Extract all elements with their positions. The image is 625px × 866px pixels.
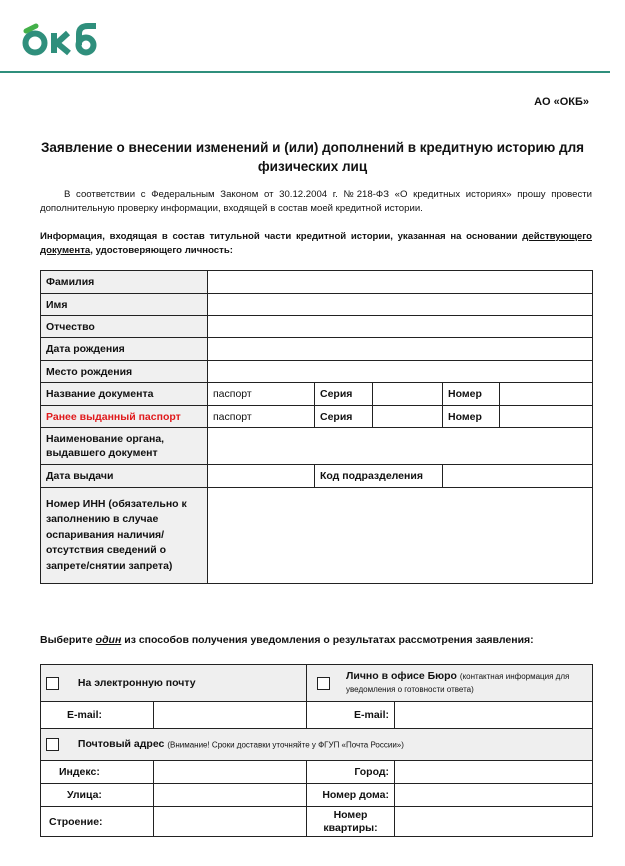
surname-field[interactable] (208, 271, 593, 294)
street-label: Улица: (41, 784, 154, 807)
birth-place-label: Место рождения (41, 361, 208, 383)
building-field[interactable] (154, 807, 307, 837)
series-field[interactable] (373, 383, 443, 406)
inn-field[interactable] (208, 488, 593, 584)
office-option-note: (контактная информация для уведомления о готовности ответа) (346, 672, 570, 694)
birth-date-label: Дата рождения (41, 338, 208, 361)
issuer-label: Наименование органа, выдавшего документ (41, 428, 208, 465)
post-option-checkbox[interactable] (46, 738, 59, 751)
series-label: Серия (315, 383, 373, 406)
info-heading-start: Информация, входящая в состав титульной части кредитной истории, указанная на основании (40, 231, 523, 242)
email-option-checkbox[interactable] (46, 677, 59, 690)
patronymic-field[interactable] (208, 316, 593, 338)
issuer-field[interactable] (208, 428, 593, 465)
email-option[interactable] (41, 665, 307, 702)
okb-logo-icon (22, 22, 106, 58)
index-label: Индекс: (41, 761, 154, 784)
intro-paragraph: В соответствии с Федеральным Законом от 30.12.2004 г. №218-ФЗ «О кредитных историях» прошу провести дополнительную проверку информации, входящей в состав моей кредитной истории. (40, 189, 592, 214)
division-code-field[interactable] (443, 465, 593, 488)
name-field[interactable] (208, 294, 593, 316)
office-option[interactable] (307, 665, 593, 702)
prev-number-field[interactable] (500, 406, 593, 428)
document-title: Заявление о внесении изменений и (или) дополнений в кредитную историю для физических лиц (40, 140, 585, 174)
issue-date-field[interactable] (208, 465, 315, 488)
post-option-note: (Внимание! Сроки доставки уточняйте у ФГУП «Почта России») (167, 740, 404, 750)
post-option[interactable] (41, 729, 593, 761)
surname-label: Фамилия (41, 271, 208, 294)
prev-series-field[interactable] (373, 406, 443, 428)
building-label: Строение: (41, 807, 154, 837)
choose-end: из способов получения уведомления о результатах рассмотрения заявления: (121, 634, 534, 646)
index-field[interactable] (154, 761, 307, 784)
identity-table (40, 270, 593, 584)
email-field[interactable] (154, 702, 307, 729)
doc-name-value: паспорт (208, 383, 315, 406)
inn-label: Номер ИНН (обязательно к заполнению в случае оспаривания наличия/отсутствия сведений о запрете/снятии запрета) (41, 488, 208, 584)
house-label: Номер дома: (307, 784, 395, 807)
valid-document-link: действующего документа (40, 231, 592, 256)
birth-place-field[interactable] (208, 361, 593, 383)
header-rule (0, 71, 610, 73)
office-option-label: Лично в офисе Бюро (346, 670, 457, 682)
choose-method-heading (40, 634, 534, 646)
city-label: Город: (307, 761, 395, 784)
post-option-label: Почтовый адрес (77, 738, 165, 751)
apartment-field[interactable] (395, 807, 593, 837)
prev-series-label: Серия (315, 406, 373, 428)
email-label: E-mail: (41, 702, 154, 729)
okb-logo (22, 20, 106, 60)
info-heading (40, 230, 592, 257)
office-email-label: E-mail: (307, 702, 395, 729)
info-heading-end: , удостоверяющего личность: (90, 244, 233, 256)
name-label: Имя (41, 294, 208, 316)
street-field[interactable] (154, 784, 307, 807)
city-field[interactable] (395, 761, 593, 784)
number-label: Номер (443, 383, 500, 406)
house-field[interactable] (395, 784, 593, 807)
choose-start: Выберите (40, 634, 96, 646)
office-option-checkbox[interactable] (317, 677, 330, 690)
apartment-label: Номер квартиры: (307, 807, 395, 837)
birth-date-field[interactable] (208, 338, 593, 361)
prev-passport-value: паспорт (208, 406, 315, 428)
patronymic-label: Отчество (41, 316, 208, 338)
office-email-field[interactable] (395, 702, 593, 729)
addressee: АО «ОКБ» (534, 96, 589, 108)
issue-date-label: Дата выдачи (41, 465, 208, 488)
number-field[interactable] (500, 383, 593, 406)
notification-table (40, 664, 593, 837)
prev-number-label: Номер (443, 406, 500, 428)
email-option-label: На электронную почту (77, 676, 196, 689)
choose-emphasis: один (95, 634, 122, 646)
prev-passport-label: Ранее выданный паспорт (41, 406, 208, 428)
division-code-label: Код подразделения (315, 465, 443, 488)
doc-name-label: Название документа (41, 383, 208, 406)
